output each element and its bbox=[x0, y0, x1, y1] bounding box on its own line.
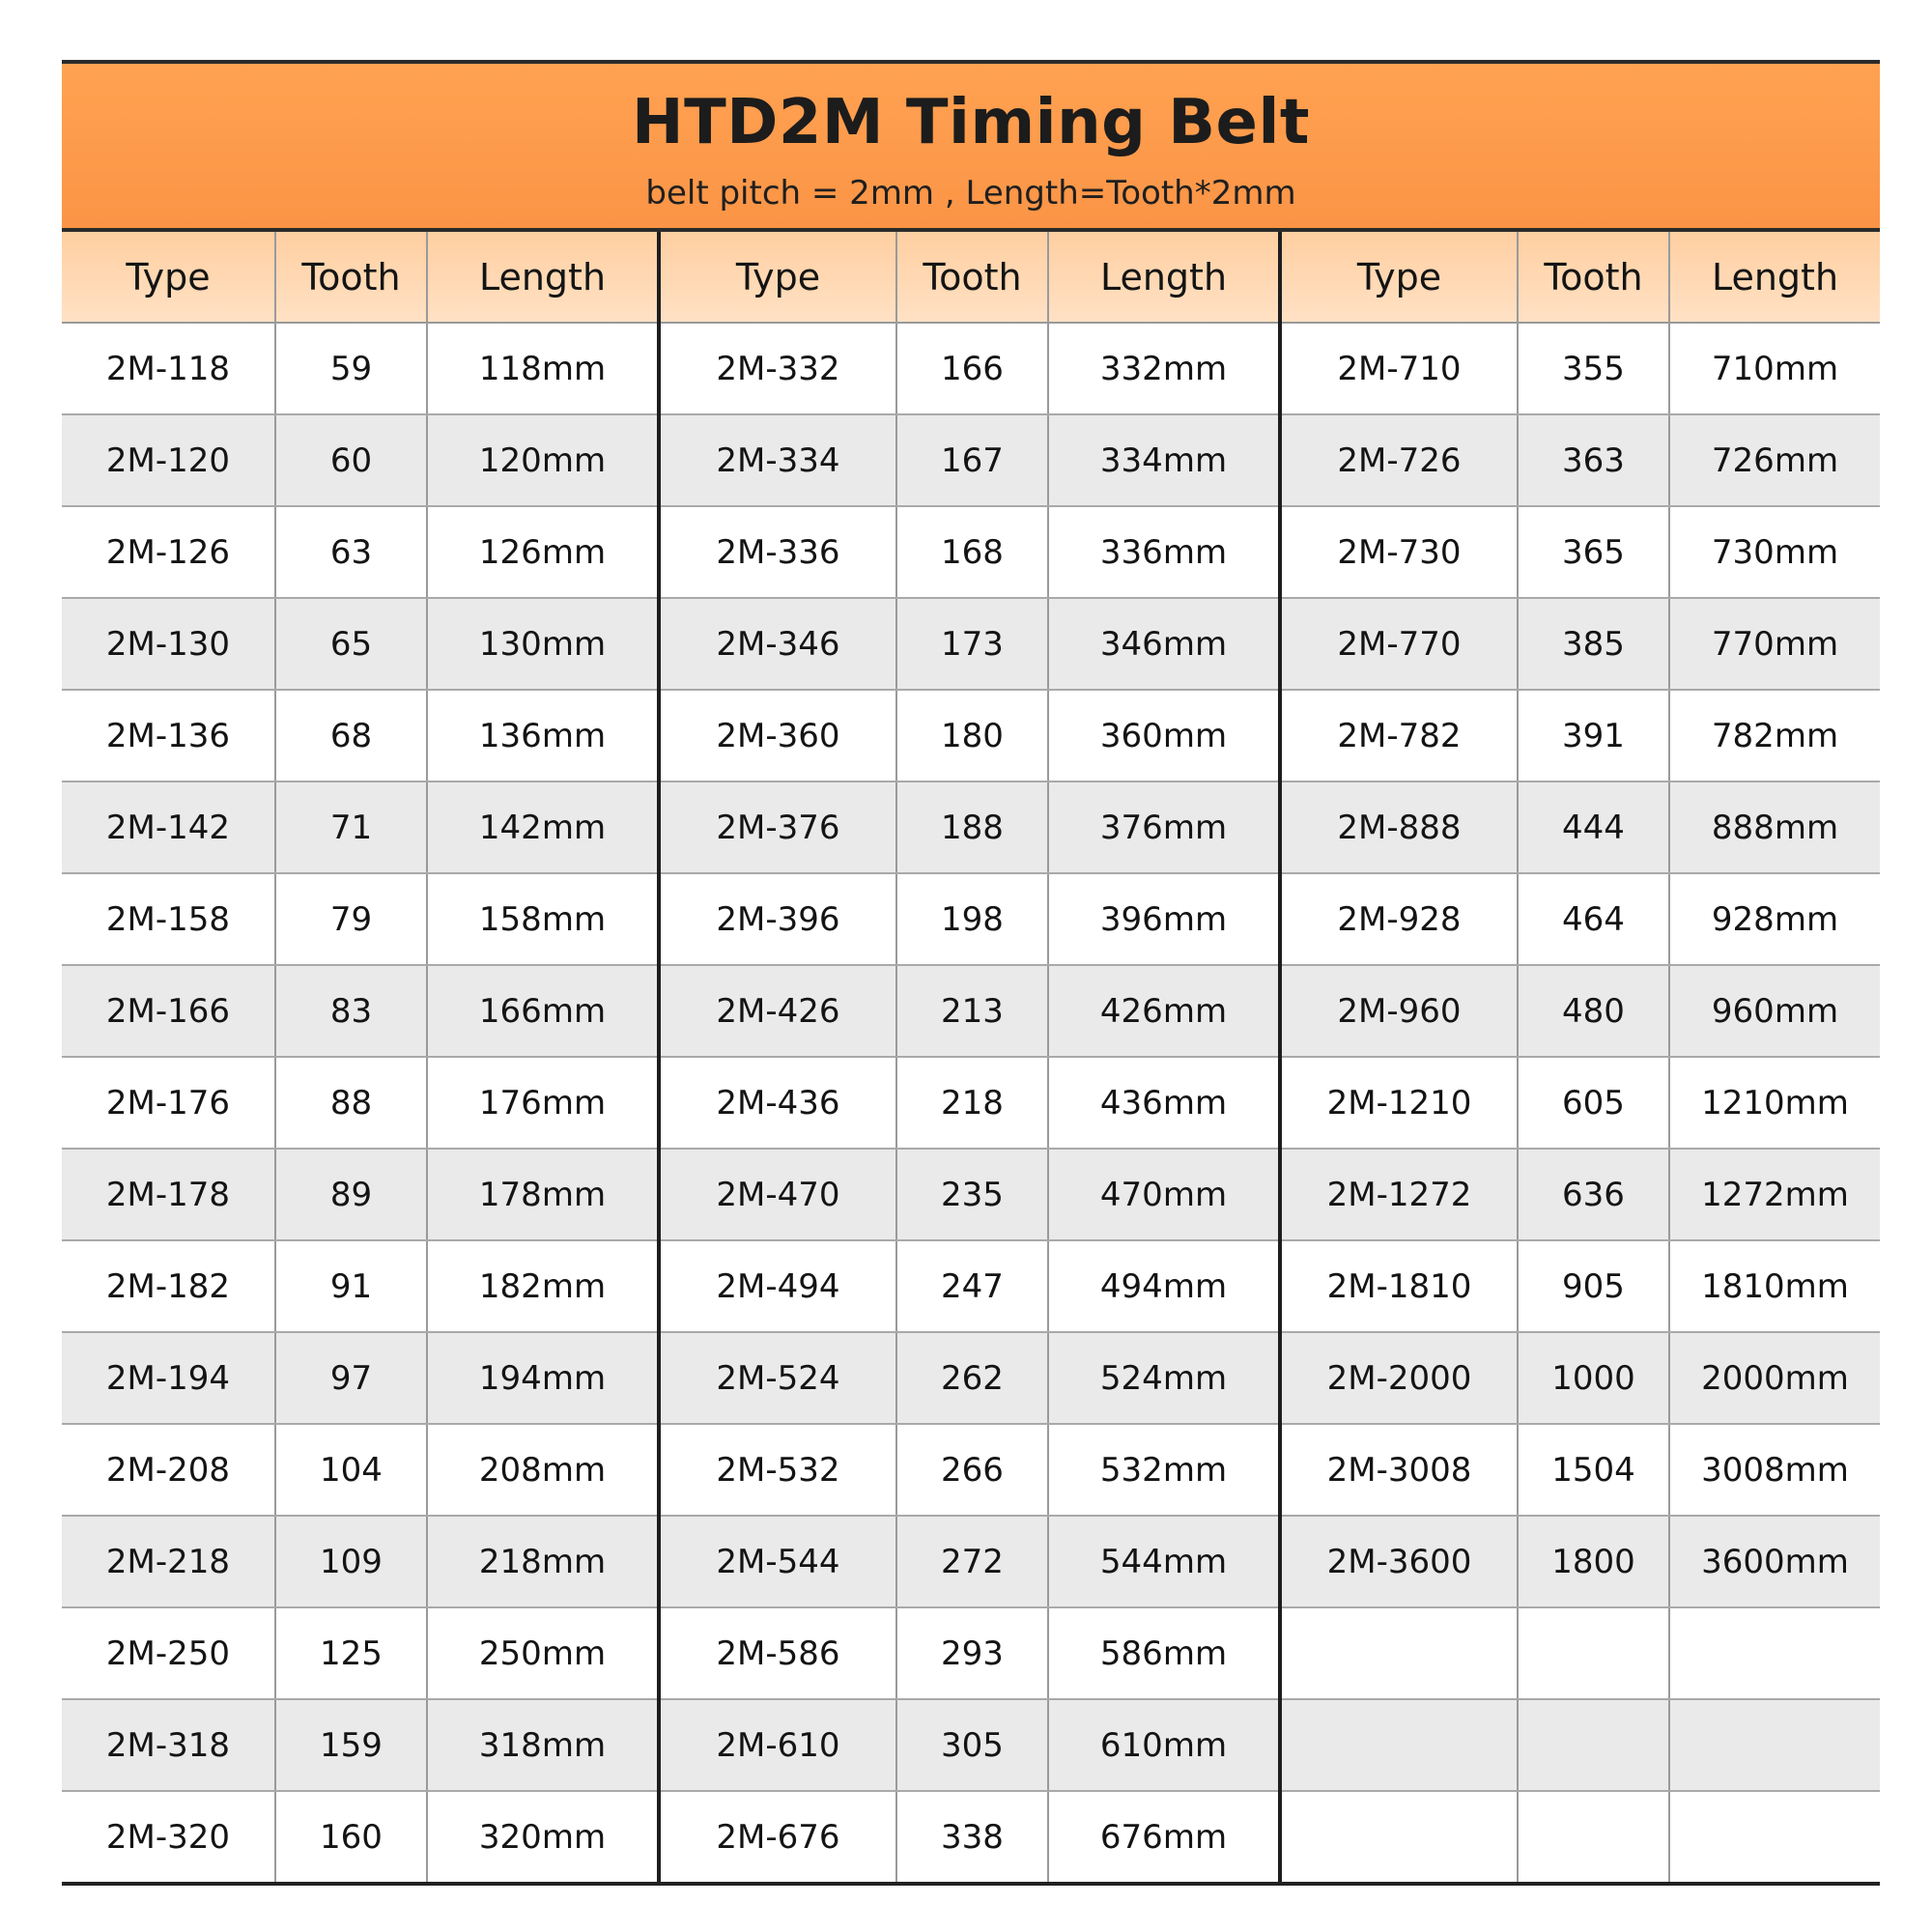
table-row bbox=[62, 781, 1880, 873]
cell-type: 2M-524 bbox=[659, 1332, 896, 1424]
cell-tooth: 266 bbox=[896, 1424, 1048, 1516]
cell-length: 710mm bbox=[1669, 323, 1880, 414]
cell-length: 770mm bbox=[1669, 598, 1880, 690]
cell-type: 2M-928 bbox=[1280, 873, 1518, 965]
column-header-tooth: Tooth bbox=[1518, 232, 1669, 323]
table-row bbox=[62, 1149, 1880, 1240]
table-row bbox=[62, 965, 1880, 1057]
cell-length: 360mm bbox=[1048, 690, 1280, 781]
cell-length: 126mm bbox=[427, 506, 659, 598]
cell-tooth: 125 bbox=[275, 1607, 427, 1699]
cell-length: 178mm bbox=[427, 1149, 659, 1240]
cell-type: 2M-176 bbox=[62, 1057, 275, 1149]
cell-length: 142mm bbox=[427, 781, 659, 873]
cell-tooth: 166 bbox=[896, 323, 1048, 414]
table-body bbox=[62, 323, 1880, 1884]
cell-type: 2M-426 bbox=[659, 965, 896, 1057]
cell-tooth: 235 bbox=[896, 1149, 1048, 1240]
cell-type: 2M-158 bbox=[62, 873, 275, 965]
cell-type: 2M-182 bbox=[62, 1240, 275, 1332]
page-subtitle: belt pitch = 2mm , Length=Tooth*2mm bbox=[645, 174, 1296, 213]
cell-tooth: 1000 bbox=[1518, 1332, 1669, 1424]
cell-type: 2M-586 bbox=[659, 1607, 896, 1699]
cell-length: 250mm bbox=[427, 1607, 659, 1699]
cell-tooth: 109 bbox=[275, 1516, 427, 1607]
cell-length: 928mm bbox=[1669, 873, 1880, 965]
cell-length: 1810mm bbox=[1669, 1240, 1880, 1332]
cell-type: 2M-3600 bbox=[1280, 1516, 1518, 1607]
cell-tooth: 272 bbox=[896, 1516, 1048, 1607]
cell-type: 2M-710 bbox=[1280, 323, 1518, 414]
cell-tooth: 89 bbox=[275, 1149, 427, 1240]
column-header-length: Length bbox=[1669, 232, 1880, 323]
table-row bbox=[62, 506, 1880, 598]
cell-type: 2M-532 bbox=[659, 1424, 896, 1516]
cell-type bbox=[1280, 1791, 1518, 1884]
cell-type: 2M-676 bbox=[659, 1791, 896, 1884]
cell-type: 2M-3008 bbox=[1280, 1424, 1518, 1516]
cell-type: 2M-396 bbox=[659, 873, 896, 965]
cell-type: 2M-318 bbox=[62, 1699, 275, 1791]
table-row bbox=[62, 598, 1880, 690]
cell-tooth: 59 bbox=[275, 323, 427, 414]
cell-type: 2M-1210 bbox=[1280, 1057, 1518, 1149]
cell-type: 2M-960 bbox=[1280, 965, 1518, 1057]
table-row bbox=[62, 323, 1880, 414]
cell-type: 2M-730 bbox=[1280, 506, 1518, 598]
header-row bbox=[62, 232, 1880, 323]
cell-tooth: 355 bbox=[1518, 323, 1669, 414]
cell-length: 158mm bbox=[427, 873, 659, 965]
cell-length: 334mm bbox=[1048, 414, 1280, 506]
cell-length: 544mm bbox=[1048, 1516, 1280, 1607]
cell-length: 3600mm bbox=[1669, 1516, 1880, 1607]
cell-tooth: 97 bbox=[275, 1332, 427, 1424]
cell-tooth: 605 bbox=[1518, 1057, 1669, 1149]
table-row bbox=[62, 1516, 1880, 1607]
cell-tooth: 213 bbox=[896, 965, 1048, 1057]
cell-type: 2M-360 bbox=[659, 690, 896, 781]
cell-type: 2M-118 bbox=[62, 323, 275, 414]
cell-length: 3008mm bbox=[1669, 1424, 1880, 1516]
cell-tooth: 167 bbox=[896, 414, 1048, 506]
cell-length: 2000mm bbox=[1669, 1332, 1880, 1424]
cell-tooth: 305 bbox=[896, 1699, 1048, 1791]
cell-tooth: 168 bbox=[896, 506, 1048, 598]
cell-tooth: 262 bbox=[896, 1332, 1048, 1424]
cell-tooth: 1504 bbox=[1518, 1424, 1669, 1516]
cell-tooth: 173 bbox=[896, 598, 1048, 690]
cell-length: 376mm bbox=[1048, 781, 1280, 873]
cell-length: 726mm bbox=[1669, 414, 1880, 506]
table-row bbox=[62, 1607, 1880, 1699]
cell-type: 2M-782 bbox=[1280, 690, 1518, 781]
cell-length: 730mm bbox=[1669, 506, 1880, 598]
cell-tooth: 293 bbox=[896, 1607, 1048, 1699]
column-header-tooth: Tooth bbox=[275, 232, 427, 323]
table-row bbox=[62, 1424, 1880, 1516]
column-header-length: Length bbox=[1048, 232, 1280, 323]
table-row bbox=[62, 1057, 1880, 1149]
cell-type: 2M-136 bbox=[62, 690, 275, 781]
cell-length bbox=[1669, 1699, 1880, 1791]
cell-length: 318mm bbox=[427, 1699, 659, 1791]
cell-length: 120mm bbox=[427, 414, 659, 506]
table-row bbox=[62, 690, 1880, 781]
cell-length: 470mm bbox=[1048, 1149, 1280, 1240]
cell-tooth: 218 bbox=[896, 1057, 1048, 1149]
cell-tooth: 444 bbox=[1518, 781, 1669, 873]
cell-type: 2M-544 bbox=[659, 1516, 896, 1607]
page-title: HTD2M Timing Belt bbox=[632, 87, 1310, 158]
cell-tooth: 198 bbox=[896, 873, 1048, 965]
cell-tooth: 464 bbox=[1518, 873, 1669, 965]
cell-tooth: 88 bbox=[275, 1057, 427, 1149]
cell-length: 194mm bbox=[427, 1332, 659, 1424]
cell-tooth: 247 bbox=[896, 1240, 1048, 1332]
cell-type: 2M-1810 bbox=[1280, 1240, 1518, 1332]
cell-tooth: 79 bbox=[275, 873, 427, 965]
cell-length: 346mm bbox=[1048, 598, 1280, 690]
cell-tooth: 160 bbox=[275, 1791, 427, 1884]
cell-length: 136mm bbox=[427, 690, 659, 781]
cell-type: 2M-178 bbox=[62, 1149, 275, 1240]
cell-tooth: 180 bbox=[896, 690, 1048, 781]
title-banner bbox=[62, 60, 1880, 232]
cell-type: 2M-494 bbox=[659, 1240, 896, 1332]
cell-type: 2M-610 bbox=[659, 1699, 896, 1791]
cell-type: 2M-2000 bbox=[1280, 1332, 1518, 1424]
cell-tooth: 91 bbox=[275, 1240, 427, 1332]
cell-type: 2M-1272 bbox=[1280, 1149, 1518, 1240]
cell-tooth: 365 bbox=[1518, 506, 1669, 598]
cell-length: 586mm bbox=[1048, 1607, 1280, 1699]
cell-type: 2M-336 bbox=[659, 506, 896, 598]
cell-length bbox=[1669, 1607, 1880, 1699]
cell-type: 2M-346 bbox=[659, 598, 896, 690]
cell-type: 2M-166 bbox=[62, 965, 275, 1057]
table-row bbox=[62, 873, 1880, 965]
cell-tooth: 68 bbox=[275, 690, 427, 781]
cell-tooth: 63 bbox=[275, 506, 427, 598]
cell-type: 2M-250 bbox=[62, 1607, 275, 1699]
column-header-type: Type bbox=[62, 232, 275, 323]
table-row bbox=[62, 1699, 1880, 1791]
cell-length: 1210mm bbox=[1669, 1057, 1880, 1149]
cell-tooth: 83 bbox=[275, 965, 427, 1057]
cell-length: 118mm bbox=[427, 323, 659, 414]
cell-tooth: 65 bbox=[275, 598, 427, 690]
cell-tooth bbox=[1518, 1607, 1669, 1699]
cell-length: 320mm bbox=[427, 1791, 659, 1884]
cell-length: 218mm bbox=[427, 1516, 659, 1607]
cell-length: 960mm bbox=[1669, 965, 1880, 1057]
cell-length: 426mm bbox=[1048, 965, 1280, 1057]
cell-tooth: 338 bbox=[896, 1791, 1048, 1884]
cell-length: 888mm bbox=[1669, 781, 1880, 873]
column-header-type: Type bbox=[659, 232, 896, 323]
cell-type: 2M-120 bbox=[62, 414, 275, 506]
cell-tooth: 391 bbox=[1518, 690, 1669, 781]
cell-length bbox=[1669, 1791, 1880, 1884]
table-row bbox=[62, 1332, 1880, 1424]
cell-tooth: 188 bbox=[896, 781, 1048, 873]
cell-tooth: 636 bbox=[1518, 1149, 1669, 1240]
cell-length: 1272mm bbox=[1669, 1149, 1880, 1240]
column-header-type: Type bbox=[1280, 232, 1518, 323]
table-row bbox=[62, 1791, 1880, 1884]
cell-tooth: 1800 bbox=[1518, 1516, 1669, 1607]
cell-type: 2M-130 bbox=[62, 598, 275, 690]
cell-tooth: 60 bbox=[275, 414, 427, 506]
cell-tooth bbox=[1518, 1699, 1669, 1791]
cell-type: 2M-726 bbox=[1280, 414, 1518, 506]
cell-type bbox=[1280, 1607, 1518, 1699]
cell-tooth: 480 bbox=[1518, 965, 1669, 1057]
cell-type: 2M-436 bbox=[659, 1057, 896, 1149]
cell-length: 524mm bbox=[1048, 1332, 1280, 1424]
cell-length: 782mm bbox=[1669, 690, 1880, 781]
cell-length: 166mm bbox=[427, 965, 659, 1057]
cell-type: 2M-332 bbox=[659, 323, 896, 414]
cell-tooth: 363 bbox=[1518, 414, 1669, 506]
table-row bbox=[62, 414, 1880, 506]
belt-spec-sheet bbox=[62, 60, 1880, 1886]
cell-type: 2M-770 bbox=[1280, 598, 1518, 690]
cell-length: 176mm bbox=[427, 1057, 659, 1149]
cell-tooth: 385 bbox=[1518, 598, 1669, 690]
cell-length: 336mm bbox=[1048, 506, 1280, 598]
cell-type: 2M-376 bbox=[659, 781, 896, 873]
cell-length: 532mm bbox=[1048, 1424, 1280, 1516]
cell-tooth bbox=[1518, 1791, 1669, 1884]
cell-tooth: 71 bbox=[275, 781, 427, 873]
cell-type: 2M-142 bbox=[62, 781, 275, 873]
cell-type: 2M-126 bbox=[62, 506, 275, 598]
cell-type: 2M-888 bbox=[1280, 781, 1518, 873]
cell-type: 2M-334 bbox=[659, 414, 896, 506]
table-row bbox=[62, 1240, 1880, 1332]
cell-length: 610mm bbox=[1048, 1699, 1280, 1791]
column-header-length: Length bbox=[427, 232, 659, 323]
cell-type: 2M-208 bbox=[62, 1424, 275, 1516]
cell-type: 2M-470 bbox=[659, 1149, 896, 1240]
cell-length: 130mm bbox=[427, 598, 659, 690]
cell-length: 182mm bbox=[427, 1240, 659, 1332]
cell-length: 436mm bbox=[1048, 1057, 1280, 1149]
cell-type: 2M-194 bbox=[62, 1332, 275, 1424]
cell-length: 494mm bbox=[1048, 1240, 1280, 1332]
column-header-tooth: Tooth bbox=[896, 232, 1048, 323]
cell-length: 396mm bbox=[1048, 873, 1280, 965]
cell-tooth: 159 bbox=[275, 1699, 427, 1791]
spec-table bbox=[62, 232, 1880, 1886]
cell-tooth: 104 bbox=[275, 1424, 427, 1516]
cell-type: 2M-218 bbox=[62, 1516, 275, 1607]
cell-length: 676mm bbox=[1048, 1791, 1280, 1884]
cell-length: 332mm bbox=[1048, 323, 1280, 414]
cell-length: 208mm bbox=[427, 1424, 659, 1516]
cell-tooth: 905 bbox=[1518, 1240, 1669, 1332]
cell-type bbox=[1280, 1699, 1518, 1791]
cell-type: 2M-320 bbox=[62, 1791, 275, 1884]
